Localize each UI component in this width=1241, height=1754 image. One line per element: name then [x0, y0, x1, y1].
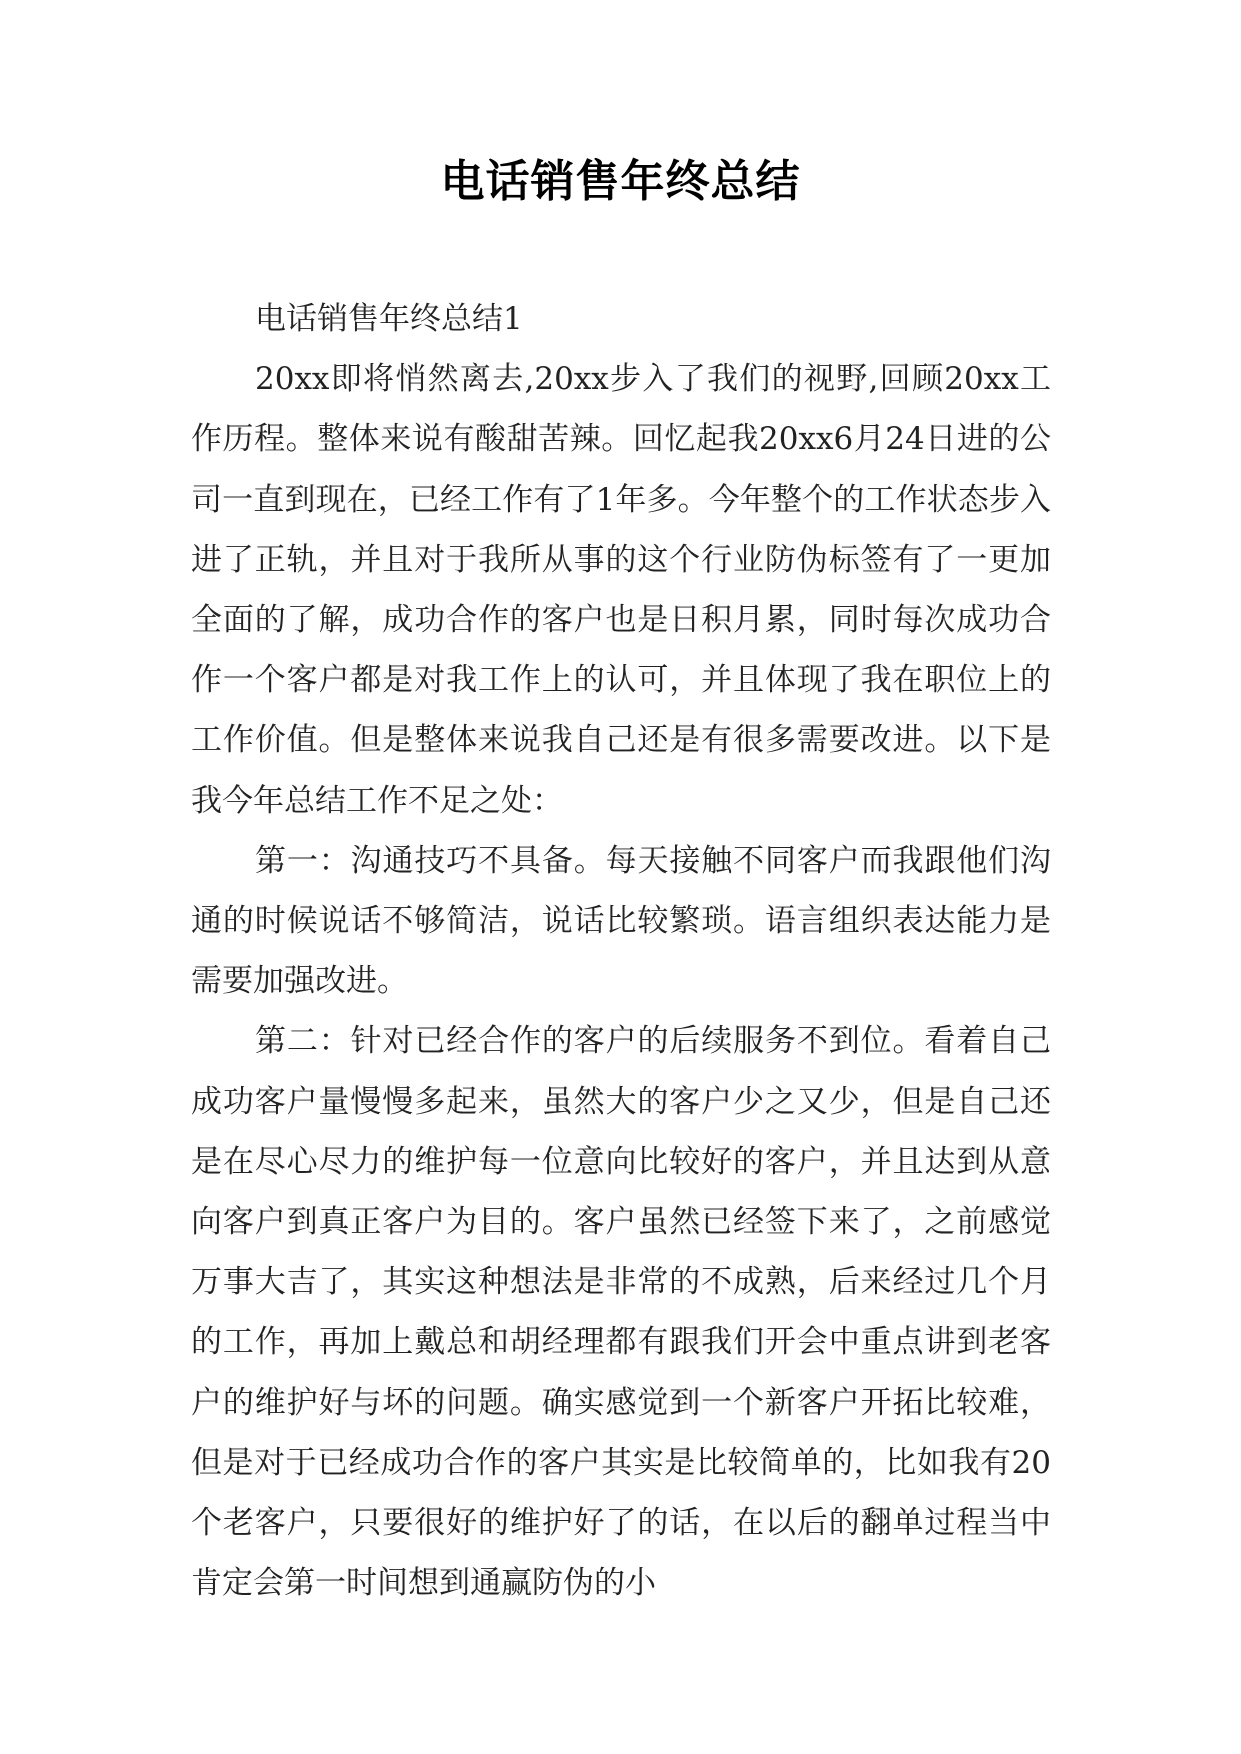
document-body: [191, 289, 1051, 1613]
body-paragraph-intro: 20xx即将悄然离去,20xx步入了我们的视野,回顾20xx工作历程。整体来说有酸甜苦辣。回忆起我20xx6月24日进的公司一直到现在，已经工作有了1年多。今年整个的工作状态步入进了正轨，并且对于我所从事的这个行业防伪标签有了一更加全面的了解，成功合作的客户也是日积月累，同时每次成功合作一个客户都是对我工作上的认可，并且体现了我在职位上的工作价值。但是整体来说我自己还是有很多需要改进。以下是我今年总结工作不足之处：: [191, 361, 1051, 819]
section-heading: 电话销售年终总结1: [255, 301, 523, 337]
body-paragraph-first-point: 第一：沟通技巧不具备。每天接触不同客户而我跟他们沟通的时候说话不够简洁，说话比较繁琐。语言组织表达能力是需要加强改进。: [191, 842, 1051, 1000]
document-title: 电话销售年终总结: [440, 156, 801, 207]
body-paragraph-second-point: 第二：针对已经合作的客户的后续服务不到位。看着自己成功客户量慢慢多起来，虽然大的客户少之又少，但是自己还是在尽心尽力的维护每一位意向比较好的客户，并且达到从意向客户到真正客户为目的。客户虽然已经签下来了，之前感觉万事大吉了，其实这种想法是非常的不成熟，后来经过几个月的工作，再加上戴总和胡经理都有跟我们开会中重点讲到老客户的维护好与坏的问题。确实感觉到一个新客户开拓比较难，但是对于已经成功合作的客户其实是比较简单的，比如我有20个老客户，只要很好的维护好了的话，在以后的翻单过程当中肯定会第一时间想到通赢防伪的小: [191, 1023, 1051, 1602]
